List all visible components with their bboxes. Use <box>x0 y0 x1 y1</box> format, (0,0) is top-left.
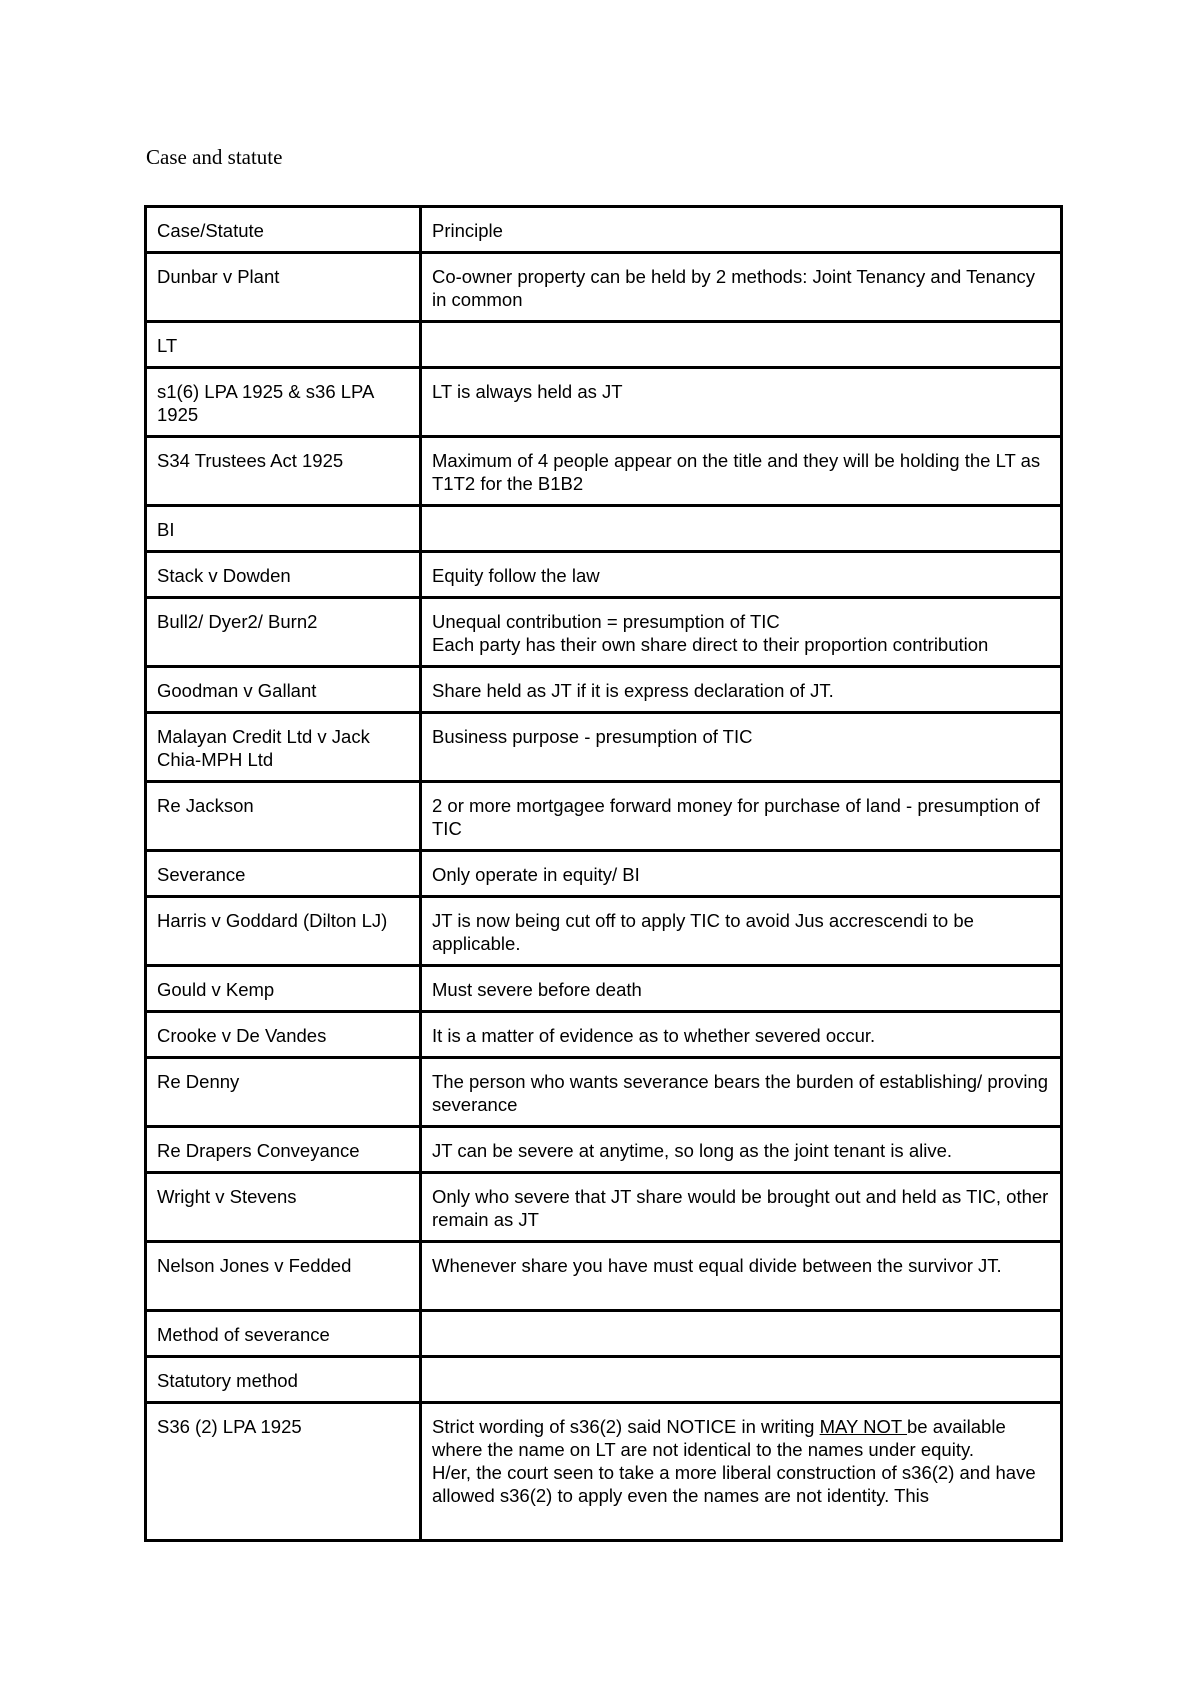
case-cell: Severance <box>146 851 421 897</box>
case-cell: S34 Trustees Act 1925 <box>146 437 421 506</box>
principle-cell: Share held as JT if it is express declaration of JT. <box>421 667 1062 713</box>
principle-cell: JT is now being cut off to apply TIC to avoid Jus accrescendi to be applicable. <box>421 897 1062 966</box>
table-row <box>146 253 1062 322</box>
table-row <box>146 1012 1062 1058</box>
principle-cell: Only who severe that JT share would be brought out and held as TIC, other remain as JT <box>421 1173 1062 1242</box>
page-title: Case and statute <box>146 145 283 169</box>
case-cell: Method of severance <box>146 1311 421 1357</box>
principle-cell: The person who wants severance bears the burden of establishing/ proving severance <box>421 1058 1062 1127</box>
table-row <box>146 598 1062 667</box>
table-row <box>146 1403 1062 1541</box>
table-row <box>146 713 1062 782</box>
table-row <box>146 897 1062 966</box>
table-row <box>146 506 1062 552</box>
table-row <box>146 1173 1062 1242</box>
table-row <box>146 1242 1062 1311</box>
principle-cell: Equity follow the law <box>421 552 1062 598</box>
table-row <box>146 966 1062 1012</box>
case-cell: S36 (2) LPA 1925 <box>146 1403 421 1541</box>
case-cell: Re Jackson <box>146 782 421 851</box>
table-row <box>146 667 1062 713</box>
principle-cell <box>421 598 1062 667</box>
case-cell: Re Drapers Conveyance <box>146 1127 421 1173</box>
principle-text: Strict wording of s36(2) said NOTICE in writing <box>432 1416 820 1437</box>
principle-cell <box>421 1403 1062 1541</box>
table-row <box>146 1311 1062 1357</box>
case-statute-table <box>144 205 1063 1542</box>
case-cell: Dunbar v Plant <box>146 253 421 322</box>
principle-cell: It is a matter of evidence as to whether severed occur. <box>421 1012 1062 1058</box>
principle-cell: Business purpose - presumption of TIC <box>421 713 1062 782</box>
principle-cell: Maximum of 4 people appear on the title and they will be holding the LT as T1T2 for the B1B2 <box>421 437 1062 506</box>
table-row <box>146 1058 1062 1127</box>
principle-cell: JT can be severe at anytime, so long as the joint tenant is alive. <box>421 1127 1062 1173</box>
principle-cell <box>421 1357 1062 1403</box>
column-header-case-statute: Case/Statute <box>146 207 421 253</box>
principle-cell: LT is always held as JT <box>421 368 1062 437</box>
principle-cell: Only operate in equity/ BI <box>421 851 1062 897</box>
table-header-row <box>146 207 1062 253</box>
principle-line: Each party has their own share direct to their proportion contribution <box>432 634 989 655</box>
case-cell: Bull2/ Dyer2/ Burn2 <box>146 598 421 667</box>
case-cell: Stack v Dowden <box>146 552 421 598</box>
principle-text: be available where the name on LT are not identical to the names under equity. <box>432 1416 1006 1460</box>
principle-cell: 2 or more mortgagee forward money for purchase of land - presumption of TIC <box>421 782 1062 851</box>
principle-cell <box>421 1311 1062 1357</box>
table-row <box>146 1357 1062 1403</box>
case-cell: LT <box>146 322 421 368</box>
principle-line: H/er, the court seen to take a more liberal construction of s36(2) and have allowed s36(2) to apply even the names are not identity. This <box>432 1462 1036 1506</box>
table-row <box>146 368 1062 437</box>
case-cell: Gould v Kemp <box>146 966 421 1012</box>
underlined-text: MAY NOT <box>819 1416 907 1437</box>
case-cell: Malayan Credit Ltd v Jack Chia-MPH Ltd <box>146 713 421 782</box>
case-cell: Wright v Stevens <box>146 1173 421 1242</box>
principle-cell <box>421 322 1062 368</box>
case-cell: BI <box>146 506 421 552</box>
case-cell: Nelson Jones v Fedded <box>146 1242 421 1311</box>
case-cell: Crooke v De Vandes <box>146 1012 421 1058</box>
case-cell: Re Denny <box>146 1058 421 1127</box>
case-cell: Statutory method <box>146 1357 421 1403</box>
table-row <box>146 322 1062 368</box>
principle-cell: Must severe before death <box>421 966 1062 1012</box>
principle-paragraph <box>432 1415 1051 1461</box>
column-header-principle: Principle <box>421 207 1062 253</box>
case-cell: s1(6) LPA 1925 & s36 LPA 1925 <box>146 368 421 437</box>
case-cell: Goodman v Gallant <box>146 667 421 713</box>
principle-line: Unequal contribution = presumption of TIC <box>432 611 780 632</box>
principle-cell: Whenever share you have must equal divide between the survivor JT. <box>421 1242 1062 1311</box>
principle-cell <box>421 506 1062 552</box>
table-row <box>146 437 1062 506</box>
case-cell: Harris v Goddard (Dilton LJ) <box>146 897 421 966</box>
table-row <box>146 782 1062 851</box>
principle-cell: Co-owner property can be held by 2 methods: Joint Tenancy and Tenancy in common <box>421 253 1062 322</box>
table-row <box>146 1127 1062 1173</box>
table-row <box>146 851 1062 897</box>
table-row <box>146 552 1062 598</box>
